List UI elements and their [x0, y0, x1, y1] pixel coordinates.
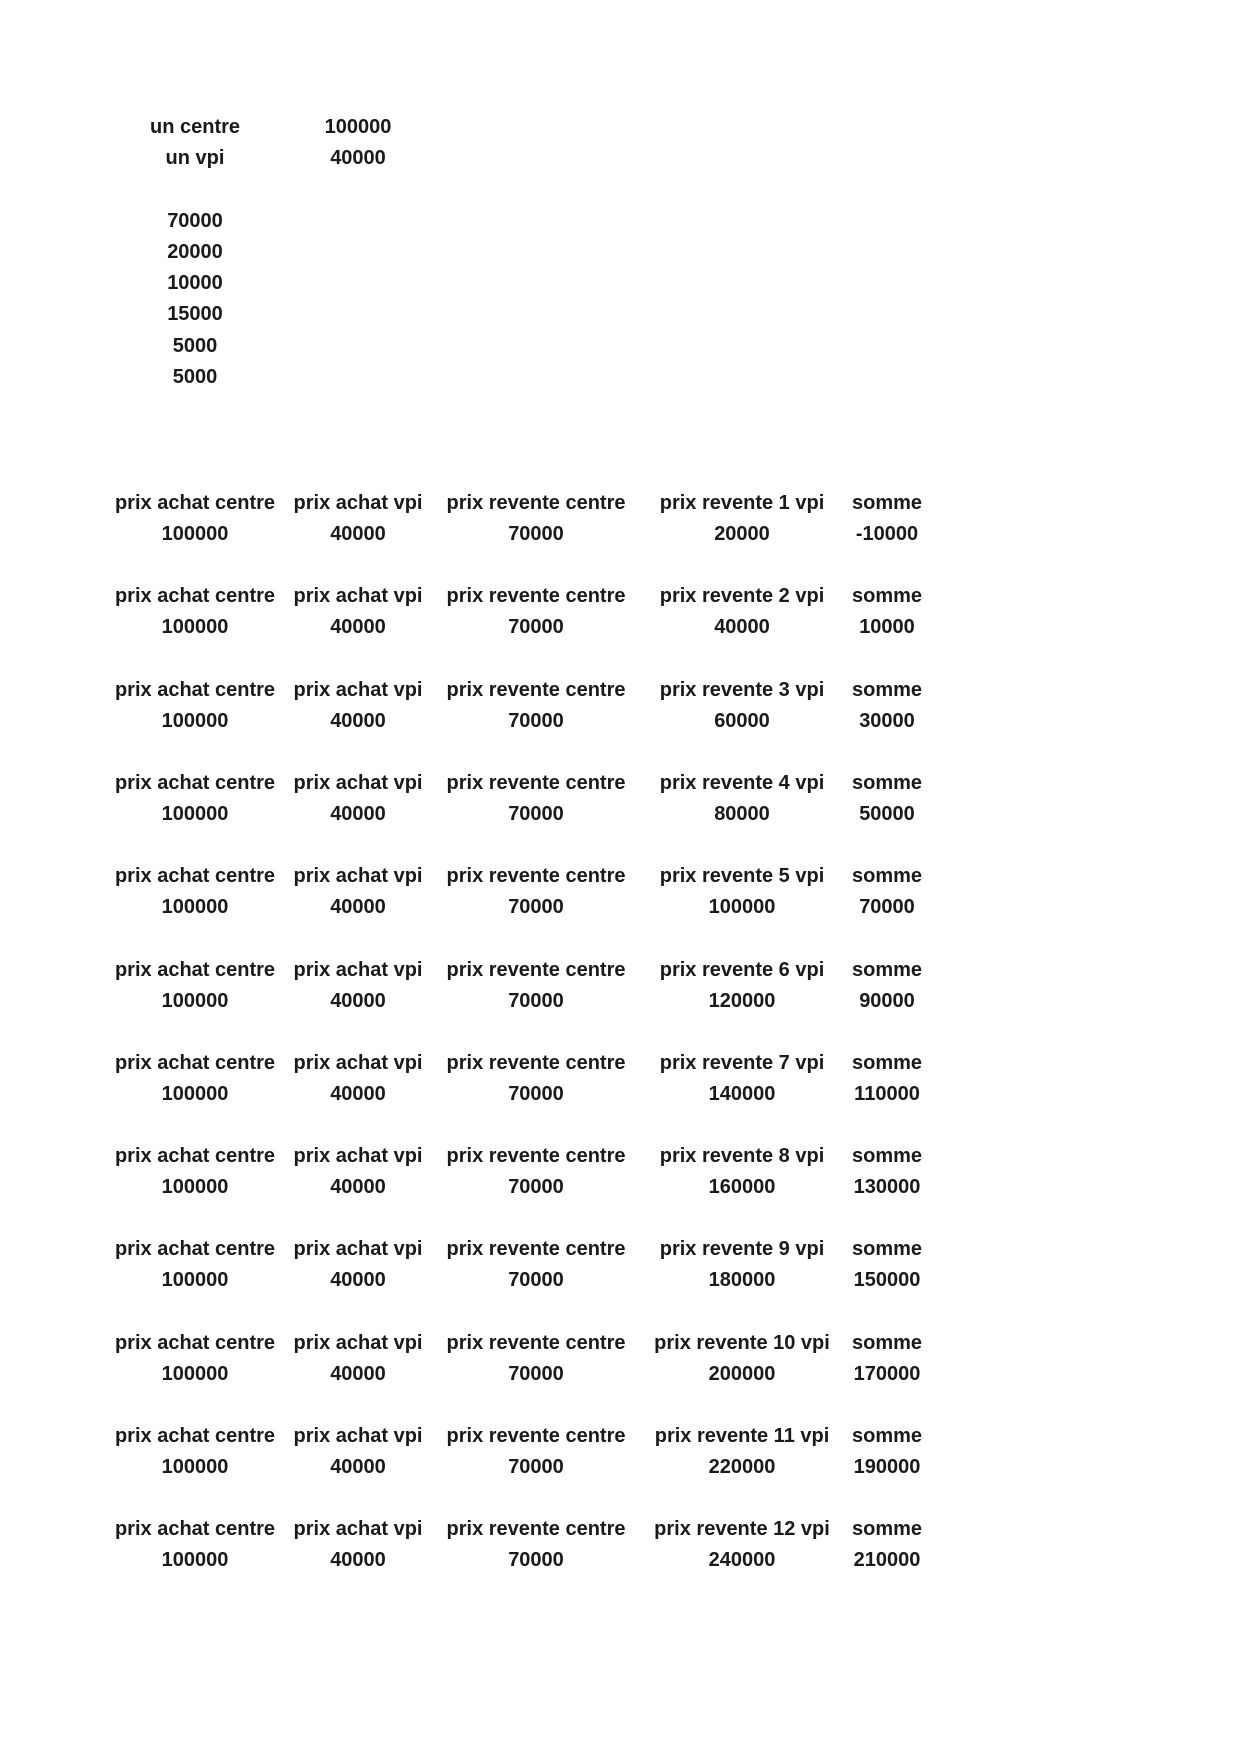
value-un-vpi: 40000	[330, 147, 386, 169]
value-prix-revente-vpi: 60000	[714, 710, 770, 732]
value-prix-achat-vpi: 40000	[330, 710, 386, 732]
value-prix-revente-vpi: 240000	[708, 1549, 776, 1571]
header-prix-revente-centre: prix revente centre	[446, 865, 626, 887]
value-prix-achat-vpi: 40000	[330, 616, 386, 638]
header-prix-revente-vpi: prix revente 12 vpi	[654, 1518, 830, 1540]
value-prix-revente-centre: 70000	[508, 523, 564, 545]
value-prix-achat-vpi: 40000	[330, 1083, 386, 1105]
header-prix-revente-centre: prix revente centre	[446, 1145, 626, 1167]
value-prix-achat-centre: 100000	[161, 1269, 229, 1291]
header-somme: somme	[851, 585, 923, 607]
value-prix-achat-centre: 100000	[161, 803, 229, 825]
header-prix-achat-centre: prix achat centre	[114, 585, 276, 607]
header-prix-achat-vpi: prix achat vpi	[293, 1425, 423, 1447]
header-prix-achat-centre: prix achat centre	[114, 772, 276, 794]
value-prix-achat-vpi: 40000	[330, 1549, 386, 1571]
label-un-centre: un centre	[149, 116, 241, 138]
value-prix-revente-vpi: 120000	[708, 990, 776, 1012]
header-somme: somme	[851, 1518, 923, 1540]
header-prix-achat-centre: prix achat centre	[114, 1052, 276, 1074]
value-prix-revente-vpi: 220000	[708, 1456, 776, 1478]
header-prix-revente-centre: prix revente centre	[446, 1425, 626, 1447]
header-prix-revente-centre: prix revente centre	[446, 585, 626, 607]
value-prix-achat-centre: 100000	[161, 1456, 229, 1478]
value-prix-revente-vpi: 100000	[708, 896, 776, 918]
list-item: 20000	[167, 241, 223, 263]
value-prix-revente-centre: 70000	[508, 896, 564, 918]
value-somme: 10000	[859, 616, 915, 638]
header-prix-revente-vpi: prix revente 10 vpi	[654, 1332, 830, 1354]
header-prix-achat-vpi: prix achat vpi	[293, 679, 423, 701]
header-prix-revente-centre: prix revente centre	[446, 959, 626, 981]
value-prix-revente-vpi: 20000	[714, 523, 770, 545]
header-prix-revente-vpi: prix revente 9 vpi	[659, 1238, 825, 1260]
header-somme: somme	[851, 1052, 923, 1074]
value-prix-achat-centre: 100000	[161, 523, 229, 545]
value-prix-achat-centre: 100000	[161, 1549, 229, 1571]
header-prix-achat-vpi: prix achat vpi	[293, 1052, 423, 1074]
header-prix-revente-centre: prix revente centre	[446, 492, 626, 514]
header-prix-achat-vpi: prix achat vpi	[293, 959, 423, 981]
header-prix-achat-vpi: prix achat vpi	[293, 1145, 423, 1167]
header-prix-achat-vpi: prix achat vpi	[293, 865, 423, 887]
header-prix-achat-vpi: prix achat vpi	[293, 1238, 423, 1260]
value-somme: 130000	[853, 1176, 921, 1198]
header-somme: somme	[851, 772, 923, 794]
header-prix-achat-centre: prix achat centre	[114, 679, 276, 701]
header-somme: somme	[851, 959, 923, 981]
header-somme: somme	[851, 492, 923, 514]
value-prix-revente-vpi: 140000	[708, 1083, 776, 1105]
header-prix-achat-vpi: prix achat vpi	[293, 1518, 423, 1540]
value-prix-achat-vpi: 40000	[330, 990, 386, 1012]
value-prix-achat-vpi: 40000	[330, 523, 386, 545]
value-prix-achat-vpi: 40000	[330, 1269, 386, 1291]
header-prix-achat-centre: prix achat centre	[114, 959, 276, 981]
header-prix-achat-vpi: prix achat vpi	[293, 492, 423, 514]
value-somme: 210000	[853, 1549, 921, 1571]
header-prix-achat-centre: prix achat centre	[114, 1425, 276, 1447]
label-un-vpi: un vpi	[165, 147, 225, 169]
value-prix-revente-vpi: 80000	[714, 803, 770, 825]
header-prix-achat-vpi: prix achat vpi	[293, 585, 423, 607]
header-prix-revente-vpi: prix revente 7 vpi	[659, 1052, 825, 1074]
value-prix-revente-vpi: 200000	[708, 1363, 776, 1385]
header-prix-achat-centre: prix achat centre	[114, 865, 276, 887]
value-prix-achat-centre: 100000	[161, 616, 229, 638]
header-prix-revente-vpi: prix revente 4 vpi	[659, 772, 825, 794]
value-prix-revente-centre: 70000	[508, 1176, 564, 1198]
header-prix-revente-vpi: prix revente 5 vpi	[659, 865, 825, 887]
value-prix-revente-centre: 70000	[508, 616, 564, 638]
value-prix-revente-vpi: 160000	[708, 1176, 776, 1198]
value-somme: 30000	[859, 710, 915, 732]
value-prix-achat-vpi: 40000	[330, 1176, 386, 1198]
value-somme: 50000	[859, 803, 915, 825]
value-prix-revente-centre: 70000	[508, 1363, 564, 1385]
value-prix-revente-vpi: 180000	[708, 1269, 776, 1291]
value-prix-revente-centre: 70000	[508, 1083, 564, 1105]
list-item: 5000	[172, 335, 218, 357]
list-item: 70000	[167, 210, 223, 232]
header-prix-achat-centre: prix achat centre	[114, 1332, 276, 1354]
value-prix-achat-centre: 100000	[161, 990, 229, 1012]
header-prix-revente-vpi: prix revente 3 vpi	[659, 679, 825, 701]
header-prix-revente-vpi: prix revente 6 vpi	[659, 959, 825, 981]
value-prix-achat-vpi: 40000	[330, 896, 386, 918]
header-prix-revente-centre: prix revente centre	[446, 1518, 626, 1540]
value-prix-revente-centre: 70000	[508, 1456, 564, 1478]
header-prix-revente-vpi: prix revente 2 vpi	[659, 585, 825, 607]
value-prix-revente-centre: 70000	[508, 710, 564, 732]
header-somme: somme	[851, 865, 923, 887]
header-prix-revente-centre: prix revente centre	[446, 1332, 626, 1354]
header-prix-achat-centre: prix achat centre	[114, 1238, 276, 1260]
value-somme: -10000	[855, 523, 919, 545]
value-somme: 190000	[853, 1456, 921, 1478]
value-prix-achat-centre: 100000	[161, 710, 229, 732]
value-somme: 110000	[854, 1083, 920, 1105]
value-prix-revente-centre: 70000	[508, 1269, 564, 1291]
value-somme: 70000	[859, 896, 915, 918]
value-prix-achat-centre: 100000	[161, 1363, 229, 1385]
header-prix-revente-vpi: prix revente 11 vpi	[654, 1425, 830, 1447]
value-somme: 150000	[853, 1269, 921, 1291]
header-somme: somme	[851, 1425, 923, 1447]
header-prix-revente-centre: prix revente centre	[446, 772, 626, 794]
value-prix-achat-vpi: 40000	[330, 1363, 386, 1385]
value-prix-achat-vpi: 40000	[330, 803, 386, 825]
value-prix-achat-centre: 100000	[161, 1083, 229, 1105]
value-prix-revente-vpi: 40000	[714, 616, 770, 638]
value-prix-achat-centre: 100000	[161, 896, 229, 918]
value-prix-revente-centre: 70000	[508, 990, 564, 1012]
header-prix-revente-vpi: prix revente 1 vpi	[659, 492, 825, 514]
list-item: 5000	[172, 366, 218, 388]
value-somme: 170000	[853, 1363, 921, 1385]
header-prix-achat-centre: prix achat centre	[114, 1518, 276, 1540]
header-prix-achat-centre: prix achat centre	[114, 1145, 276, 1167]
value-somme: 90000	[859, 990, 915, 1012]
header-somme: somme	[851, 1145, 923, 1167]
header-somme: somme	[851, 679, 923, 701]
header-prix-revente-centre: prix revente centre	[446, 1238, 626, 1260]
header-somme: somme	[851, 1238, 923, 1260]
list-item: 10000	[167, 272, 223, 294]
value-prix-achat-centre: 100000	[161, 1176, 229, 1198]
header-prix-revente-centre: prix revente centre	[446, 679, 626, 701]
header-prix-achat-vpi: prix achat vpi	[293, 1332, 423, 1354]
header-prix-achat-centre: prix achat centre	[114, 492, 276, 514]
value-prix-achat-vpi: 40000	[330, 1456, 386, 1478]
header-prix-achat-vpi: prix achat vpi	[293, 772, 423, 794]
value-prix-revente-centre: 70000	[508, 803, 564, 825]
header-prix-revente-vpi: prix revente 8 vpi	[659, 1145, 825, 1167]
header-prix-revente-centre: prix revente centre	[446, 1052, 626, 1074]
header-somme: somme	[851, 1332, 923, 1354]
list-item: 15000	[167, 303, 223, 325]
value-un-centre: 100000	[324, 116, 392, 138]
value-prix-revente-centre: 70000	[508, 1549, 564, 1571]
